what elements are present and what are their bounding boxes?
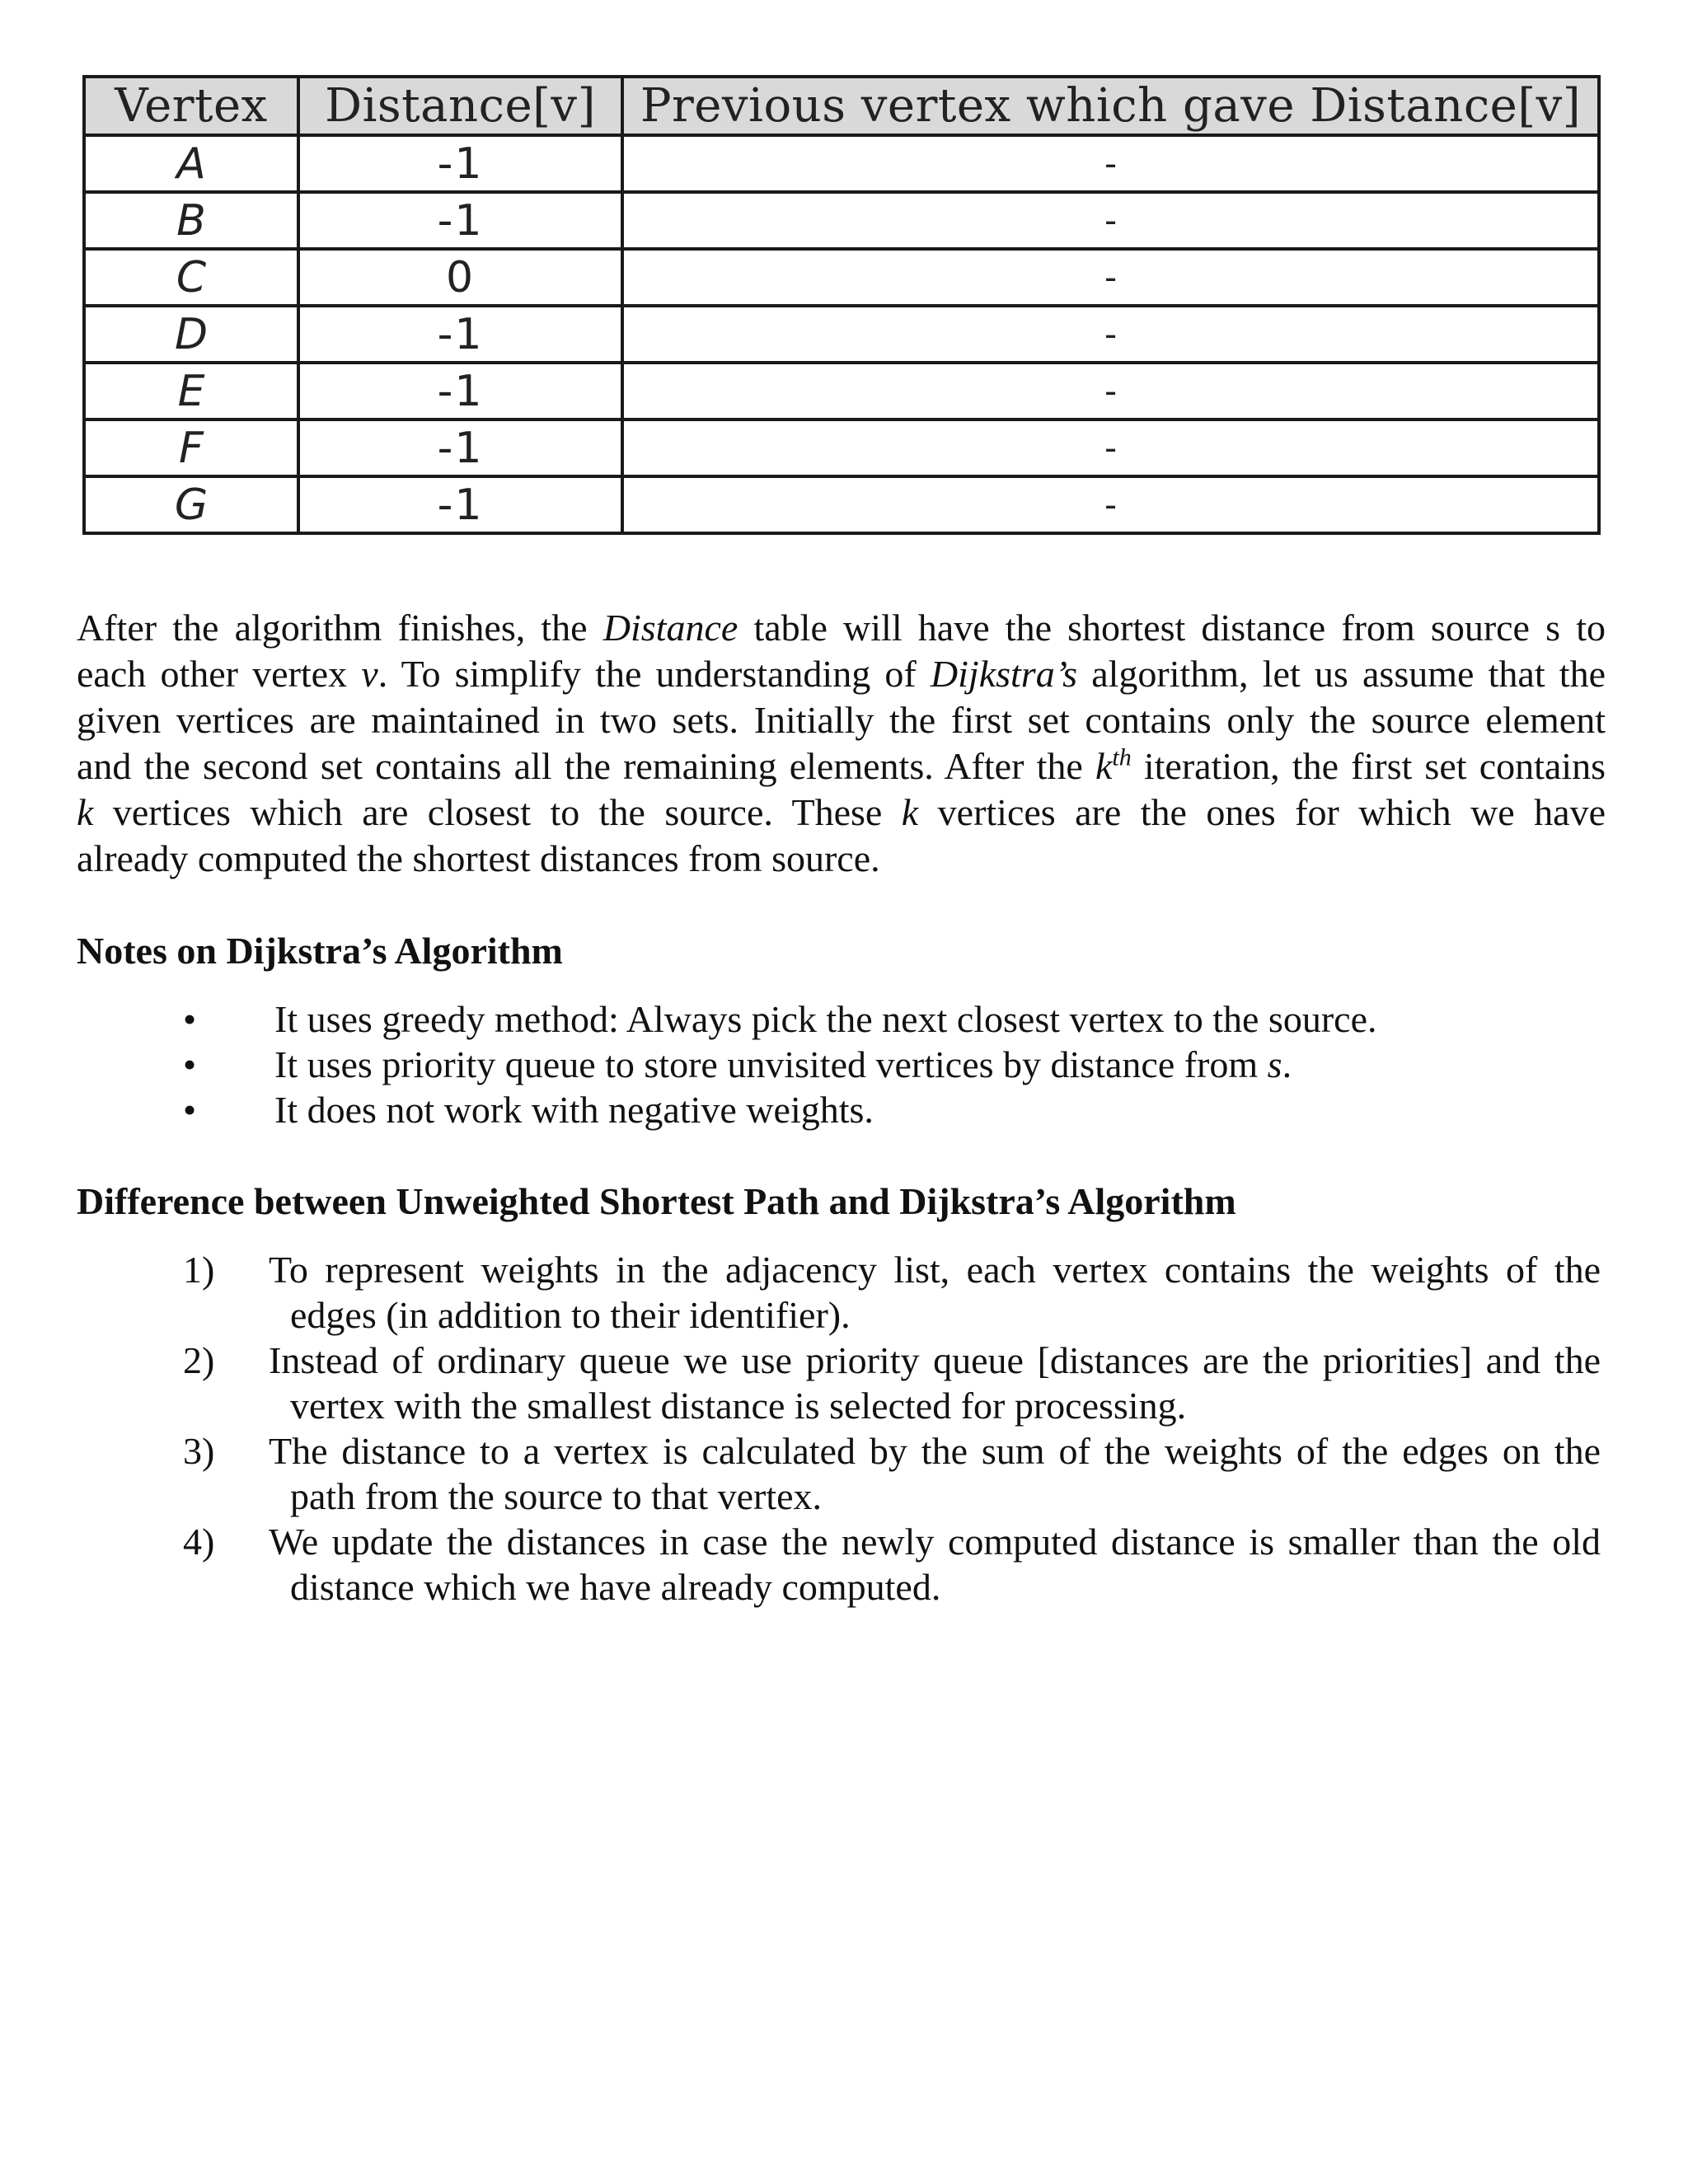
table-header-row xyxy=(84,77,1599,135)
vertex-cell: A xyxy=(84,135,298,192)
paragraph-line: After the algorithm finishes, the Distance table will have the shortest distance from source s to xyxy=(77,607,1606,649)
explanation-paragraph xyxy=(77,605,1606,882)
distance-cell: -1 xyxy=(298,192,622,249)
table-row xyxy=(84,249,1599,306)
vertex-cell: B xyxy=(84,192,298,249)
previous-cell: - xyxy=(622,363,1599,419)
previous-cell: - xyxy=(622,249,1599,306)
list-number: 3) xyxy=(183,1430,215,1472)
vertex-cell: D xyxy=(84,306,298,363)
table-row xyxy=(84,192,1599,249)
paragraph-line: k vertices which are closest to the source. These k vertices are the ones for which we have xyxy=(77,791,1606,833)
previous-cell: - xyxy=(622,476,1599,533)
list-item: 1) To represent weights in the adjacency list, each vertex contains the weights of the edges (in addition to their identifier). xyxy=(183,1249,1601,1336)
vertex-cell: E xyxy=(84,363,298,419)
previous-cell: - xyxy=(622,419,1599,476)
list-number: 2) xyxy=(183,1339,215,1381)
header-vertex: Vertex xyxy=(84,77,298,135)
notes-heading: Notes on Dijkstra’s Algorithm xyxy=(77,930,563,972)
paragraph-line: each other vertex v. To simplify the understanding of Dijkstra’s algorithm, let us assume that the xyxy=(77,653,1606,695)
previous-cell: - xyxy=(622,135,1599,192)
distance-table xyxy=(82,75,1601,535)
vertex-cell: G xyxy=(84,476,298,533)
list-item: • It uses greedy method: Always pick the next closest vertex to the source. xyxy=(183,998,1377,1040)
distance-cell: -1 xyxy=(298,363,622,419)
previous-cell: - xyxy=(622,192,1599,249)
list-number: 1) xyxy=(183,1249,215,1291)
vertex-cell: F xyxy=(84,419,298,476)
paragraph-line: and the second set contains all the remaining elements. After the $k^{th}$ iteration, the first set contains xyxy=(77,743,1606,787)
bullet-icon: • xyxy=(183,1089,197,1131)
distance-cell: -1 xyxy=(298,419,622,476)
table-row xyxy=(84,363,1599,419)
difference-heading: Difference between Unweighted Shortest Path and Dijkstra’s Algorithm xyxy=(77,1180,1236,1222)
table-row xyxy=(84,476,1599,533)
distance-cell: -1 xyxy=(298,476,622,533)
header-previous-vertex: Previous vertex which gave Distance[v] xyxy=(622,77,1599,135)
previous-cell: - xyxy=(622,306,1599,363)
vertex-cell: C xyxy=(84,249,298,306)
table-row xyxy=(84,419,1599,476)
table-row xyxy=(84,306,1599,363)
list-number: 4) xyxy=(183,1521,215,1563)
bullet-icon: • xyxy=(183,998,197,1040)
header-distance: Distance[v] xyxy=(298,77,622,135)
difference-list xyxy=(0,1247,1688,1610)
table-row xyxy=(84,135,1599,192)
distance-cell: -1 xyxy=(298,306,622,363)
list-item: • It uses priority queue to store unvisited vertices by distance from s. xyxy=(183,1043,1292,1085)
distance-cell: 0 xyxy=(298,249,622,306)
bullet-icon: • xyxy=(183,1043,197,1085)
list-item: 3) The distance to a vertex is calculated by the sum of the weights of the edges on the path from the source to that vertex. xyxy=(183,1430,1601,1517)
list-item: 4) We update the distances in case the newly computed distance is smaller than the old distance which we have already computed. xyxy=(183,1521,1601,1608)
paragraph-line: already computed the shortest distances from source. xyxy=(77,837,880,879)
list-item: 2) Instead of ordinary queue we use priority queue [distances are the priorities] and the vertex with the smallest distance is selected for processing. xyxy=(183,1339,1601,1427)
list-item: • It does not work with negative weights. xyxy=(183,1089,874,1131)
notes-list xyxy=(0,996,1688,1132)
paragraph-line: given vertices are maintained in two sets. Initially the first set contains only the source element xyxy=(77,699,1606,741)
distance-cell: -1 xyxy=(298,135,622,192)
